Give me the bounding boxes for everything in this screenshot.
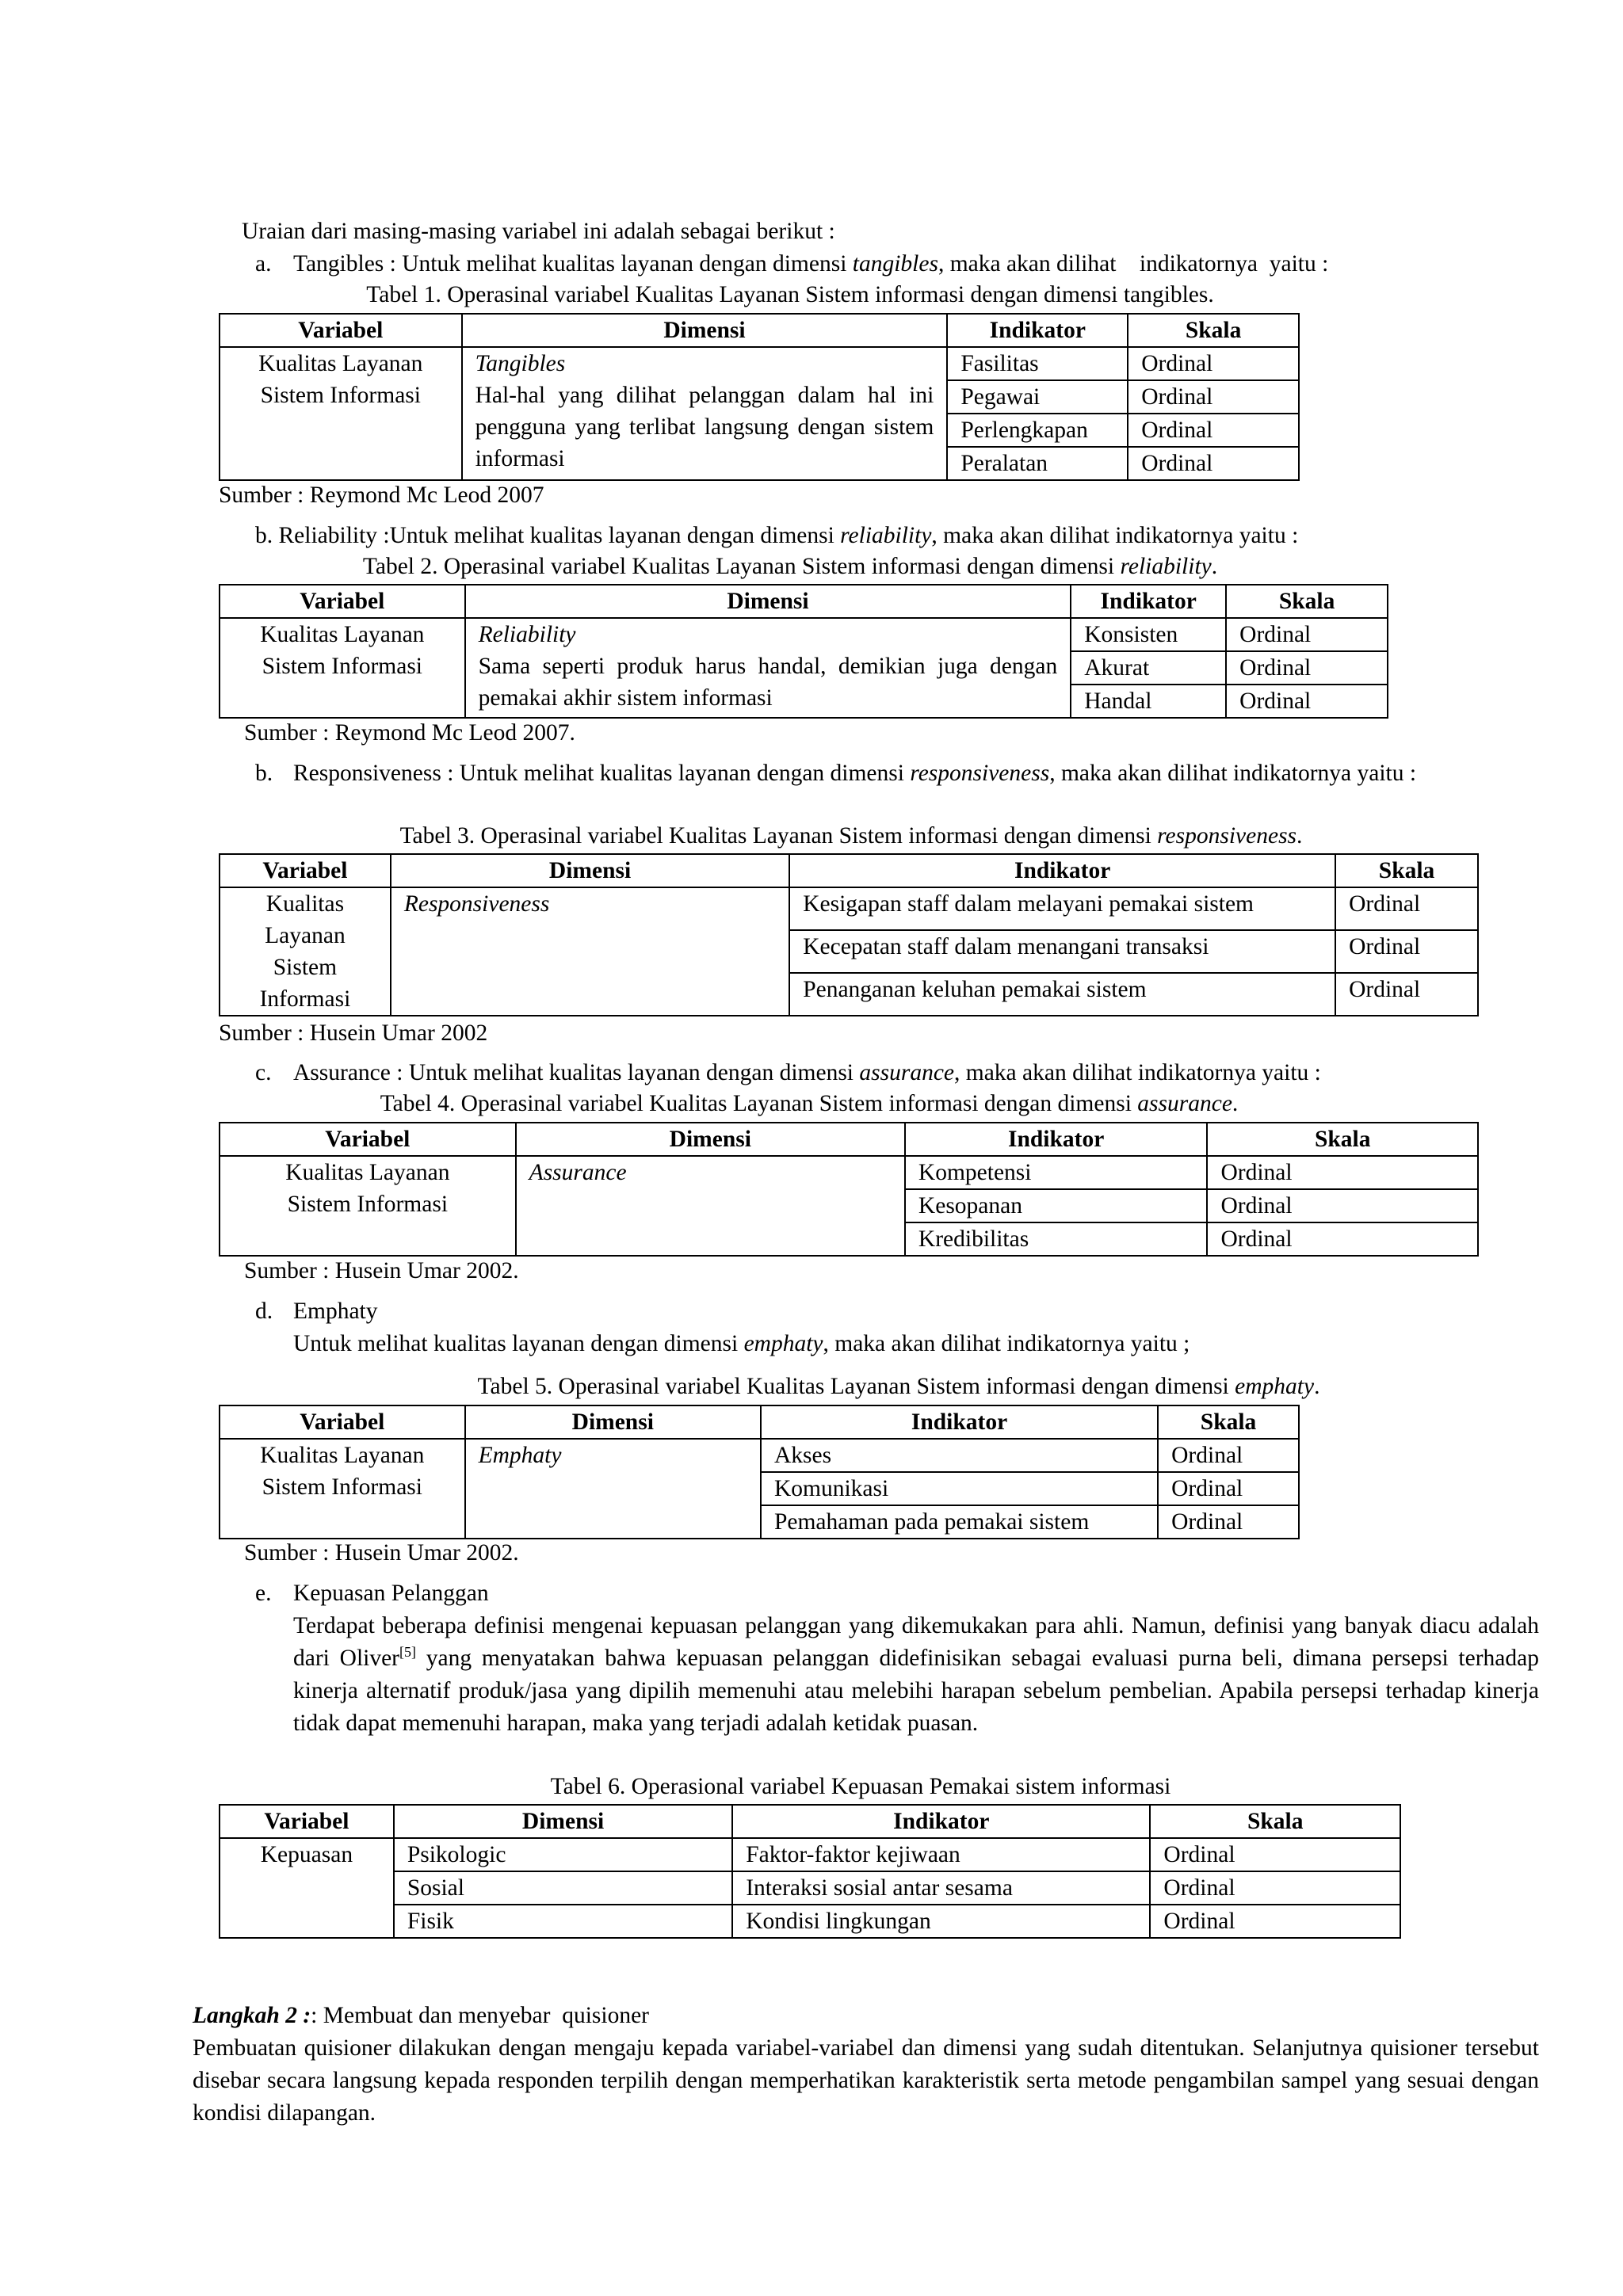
header-skala: Skala (1226, 585, 1388, 618)
table-header-row (220, 314, 1299, 347)
header-indikator: Indikator (947, 314, 1128, 347)
table-3-source: Sumber : Husein Umar 2002 (219, 1020, 488, 1046)
header-dimensi: Dimensi (391, 854, 789, 887)
header-variabel: Variabel (220, 314, 462, 347)
table-header-row (220, 854, 1478, 887)
skala-cell: Ordinal (1335, 973, 1478, 1016)
table-1-caption: Tabel 1. Operasinal variabel Kualitas Layanan Sistem informasi dengan dimensi tangibles. (366, 282, 1214, 307)
table-3 (219, 853, 1479, 1016)
dimensi-title: Emphaty (478, 1443, 562, 1468)
header-skala: Skala (1207, 1123, 1478, 1156)
indikator-cell: Pegawai (947, 380, 1128, 414)
dimensi-cell (465, 618, 1071, 718)
header-skala: Skala (1128, 314, 1299, 347)
table-5-caption: Tabel 5. Operasinal variabel Kualitas Layanan Sistem informasi dengan dimensi emphaty. (477, 1374, 1320, 1399)
section-e-title: Kepuasan Pelanggan (293, 1581, 489, 1606)
section-e-paragraph: Terdapat beberapa definisi mengenai kepuasan pelanggan yang dikemukakan para ahli. Namun, definisi yang banyak diacu adalah dari Oliver[5] yang menyatakan bahwa kepuasan pelanggan didefinisikan sebagai evaluasi purna beli, dimana persepsi terhadap kinerja alternatif produk/jasa yang dipilih memenuhi atau melebihi harapan sebelum pembelian. Apabila persepsi terhadap kinerja tidak dapat memenuhi harapan, maka yang terjadi adalah ketidak puasan. (293, 1613, 1539, 1736)
indikator-cell: Kompetensi (905, 1156, 1208, 1189)
skala-cell: Ordinal (1128, 447, 1299, 480)
langkah-label: Langkah 2 : (193, 2003, 311, 2028)
skala-cell: Ordinal (1335, 930, 1478, 973)
table-row (220, 887, 1478, 930)
skala-cell: Ordinal (1128, 380, 1299, 414)
indikator-cell: Kredibilitas (905, 1222, 1208, 1256)
skala-cell: Ordinal (1150, 1838, 1400, 1871)
table-4-source: Sumber : Husein Umar 2002. (244, 1258, 519, 1283)
dimensi-cell (465, 1439, 761, 1539)
header-variabel: Variabel (220, 1123, 516, 1156)
skala-cell: Ordinal (1158, 1472, 1299, 1505)
table-1-source: Sumber : Reymond Mc Leod 2007 (219, 482, 544, 508)
indikator-cell: Handal (1071, 685, 1226, 718)
langkah-2-paragraph: Pembuatan quisioner dilakukan dengan mengaju kepada variabel-variabel dan dimensi yang sudah ditentukan. Selanjutnya quisioner tersebut disebar secara langsung kepada responden terpilih dengan memperhatikan karakteristik serta metode pengambilan sampel yang sesuai dengan kondisi dilapangan. (193, 2035, 1539, 2126)
dimensi-cell: Fisik (394, 1905, 732, 1938)
dimensi-cell (516, 1156, 905, 1256)
header-indikator: Indikator (732, 1805, 1150, 1838)
dimensi-title: Responsiveness (403, 891, 550, 917)
header-variabel: Variabel (220, 1805, 394, 1838)
table-6-caption: Tabel 6. Operasional variabel Kepuasan Pemakai sistem informasi (550, 1774, 1171, 1799)
dimensi-cell: Sosial (394, 1871, 732, 1905)
header-indikator: Indikator (789, 854, 1335, 887)
skala-cell: Ordinal (1226, 618, 1388, 651)
indikator-cell: Peralatan (947, 447, 1128, 480)
indikator-cell: Faktor-faktor kejiwaan (732, 1838, 1150, 1871)
variabel-cell: Kualitas Layanan Sistem Informasi (220, 1439, 465, 1539)
indikator-cell: Akses (761, 1439, 1158, 1472)
dimensi-cell (391, 887, 789, 1016)
header-dimensi: Dimensi (462, 314, 948, 347)
variabel-cell: Kualitas Layanan Sistem Informasi (220, 887, 391, 1016)
section-b2-text: Responsiveness : Untuk melihat kualitas layanan dengan dimensi responsiveness, maka akan dilihat indikatornya yaitu : (293, 761, 1417, 786)
table-header-row (220, 1123, 1478, 1156)
skala-cell: Ordinal (1207, 1222, 1478, 1256)
header-skala: Skala (1158, 1405, 1299, 1439)
dimensi-desc: Sama seperti produk harus handal, demikian juga dengan pemakai akhir sistem informasi (478, 654, 1058, 711)
dimensi-title: Tangibles (475, 351, 566, 376)
skala-cell: Ordinal (1226, 651, 1388, 685)
indikator-cell: Konsisten (1071, 618, 1226, 651)
section-d-marker: d. (255, 1299, 273, 1324)
table-row (220, 1871, 1400, 1905)
indikator-cell: Komunikasi (761, 1472, 1158, 1505)
section-d-text: Untuk melihat kualitas layanan dengan dimensi emphaty, maka akan dilihat indikatornya yaitu ; (293, 1331, 1190, 1356)
table-row (220, 347, 1299, 380)
table-2 (219, 584, 1388, 719)
table-header-row (220, 1405, 1299, 1439)
header-dimensi: Dimensi (394, 1805, 732, 1838)
table-row (220, 618, 1388, 651)
langkah-2-heading (193, 2000, 649, 2032)
table-row (220, 1905, 1400, 1938)
table-6 (219, 1804, 1401, 1939)
header-indikator: Indikator (761, 1405, 1158, 1439)
section-c-marker: c. (255, 1060, 272, 1085)
section-c-text: Assurance : Untuk melihat kualitas layanan dengan dimensi assurance, maka akan dilihat indikatornya yaitu : (293, 1060, 1321, 1085)
skala-cell: Ordinal (1335, 887, 1478, 930)
skala-cell: Ordinal (1158, 1505, 1299, 1539)
variabel-cell: Kepuasan (220, 1838, 394, 1938)
intro-text: Uraian dari masing-masing variabel ini adalah sebagai berikut : (242, 219, 835, 244)
indikator-cell: Interaksi sosial antar sesama (732, 1871, 1150, 1905)
citation-ref: [5] (399, 1644, 417, 1661)
header-variabel: Variabel (220, 854, 391, 887)
table-3-caption: Tabel 3. Operasinal variabel Kualitas Layanan Sistem informasi dengan dimensi responsiveness. (399, 823, 1303, 849)
header-variabel: Variabel (220, 585, 465, 618)
skala-cell: Ordinal (1158, 1439, 1299, 1472)
table-2-caption: Tabel 2. Operasinal variabel Kualitas Layanan Sistem informasi dengan dimensi reliability. (362, 554, 1218, 579)
section-a-text: Tangibles : Untuk melihat kualitas layanan dengan dimensi tangibles, maka akan dilihat indikatornya yaitu : (293, 251, 1329, 277)
section-b-text: b. Reliability :Untuk melihat kualitas layanan dengan dimensi reliability, maka akan dilihat indikatornya yaitu : (255, 523, 1299, 548)
header-indikator: Indikator (905, 1123, 1208, 1156)
indikator-cell: Kecepatan staff dalam menangani transaksi (789, 930, 1335, 973)
variabel-cell: Kualitas Layanan Sistem Informasi (220, 618, 465, 718)
indikator-cell: Penanganan keluhan pemakai sistem (789, 973, 1335, 1016)
indikator-cell: Kesigapan staff dalam melayani pemakai sistem (789, 887, 1335, 930)
skala-cell: Ordinal (1207, 1156, 1478, 1189)
skala-cell: Ordinal (1150, 1871, 1400, 1905)
header-indikator: Indikator (1071, 585, 1226, 618)
table-1 (219, 313, 1300, 481)
header-variabel: Variabel (220, 1405, 465, 1439)
variabel-cell: Kualitas Layanan Sistem Informasi (220, 347, 462, 480)
skala-cell: Ordinal (1226, 685, 1388, 718)
langkah-title: : Membuat dan menyebar quisioner (311, 2003, 649, 2028)
table-row (220, 1156, 1478, 1189)
indikator-cell: Kesopanan (905, 1189, 1208, 1222)
header-skala: Skala (1150, 1805, 1400, 1838)
header-dimensi: Dimensi (516, 1123, 905, 1156)
skala-cell: Ordinal (1128, 347, 1299, 380)
header-dimensi: Dimensi (465, 585, 1071, 618)
section-b2-marker: b. (255, 761, 273, 786)
table-2-source: Sumber : Reymond Mc Leod 2007. (244, 720, 575, 746)
skala-cell: Ordinal (1128, 414, 1299, 447)
section-e-marker: e. (255, 1581, 272, 1606)
header-dimensi: Dimensi (465, 1405, 761, 1439)
table-row (220, 1439, 1299, 1472)
indikator-cell: Fasilitas (947, 347, 1128, 380)
table-4 (219, 1122, 1479, 1257)
dimensi-cell: Psikologic (394, 1838, 732, 1871)
indikator-cell: Pemahaman pada pemakai sistem (761, 1505, 1158, 1539)
section-d-title: Emphaty (293, 1299, 378, 1324)
header-skala: Skala (1335, 854, 1478, 887)
table-4-caption: Tabel 4. Operasinal variabel Kualitas Layanan Sistem informasi dengan dimensi assurance. (380, 1091, 1239, 1116)
indikator-cell: Perlengkapan (947, 414, 1128, 447)
variabel-cell: Kualitas Layanan Sistem Informasi (220, 1156, 516, 1256)
indikator-cell: Kondisi lingkungan (732, 1905, 1150, 1938)
table-5-source: Sumber : Husein Umar 2002. (244, 1540, 519, 1566)
dimensi-cell (462, 347, 948, 480)
dimensi-desc: Hal-hal yang dilihat pelanggan dalam hal ini pengguna yang terlibat langsung dengan sistem informasi (475, 383, 934, 471)
table-row (220, 1838, 1400, 1871)
skala-cell: Ordinal (1150, 1905, 1400, 1938)
indikator-cell: Akurat (1071, 651, 1226, 685)
skala-cell: Ordinal (1207, 1189, 1478, 1222)
dimensi-title: Reliability (478, 622, 576, 647)
dimensi-title: Assurance (529, 1160, 627, 1185)
table-header-row (220, 585, 1388, 618)
section-a-marker: a. (255, 251, 272, 277)
table-header-row (220, 1805, 1400, 1838)
table-5 (219, 1405, 1300, 1539)
